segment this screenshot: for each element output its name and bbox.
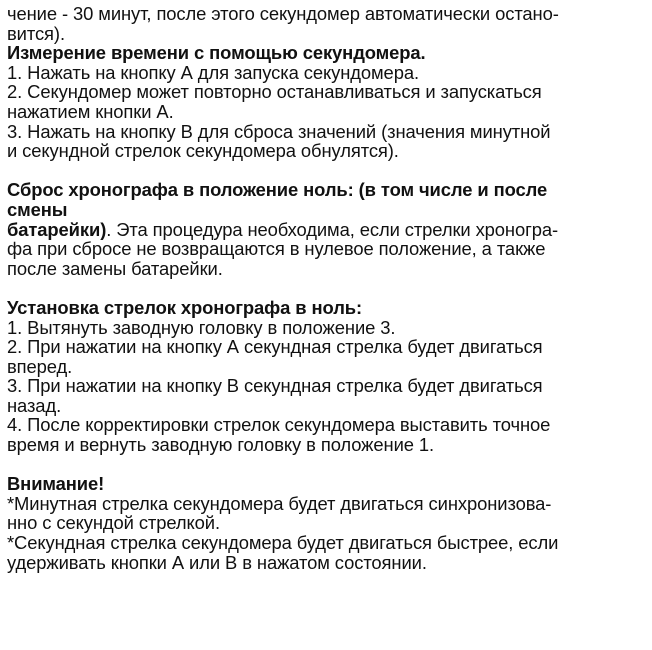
warning-heading: Внимание!	[7, 473, 105, 495]
warning-section	[7, 474, 647, 572]
section-gap	[7, 455, 647, 475]
warning-line: *Секундная стрелка секундомера будет двигаться быстрее, если	[7, 532, 559, 554]
reset-line: после замены батарейки.	[7, 257, 223, 279]
instruction-page	[7, 4, 647, 572]
reset-heading-line3	[7, 220, 647, 240]
stopwatch-line: 3. Нажать на кнопку В для сброса значений (значения минутной	[7, 120, 551, 142]
reset-heading-line1: Сброс хронографа в положение ноль: (в том числе и после	[7, 179, 548, 201]
stopwatch-line: нажатием кнопки А.	[7, 100, 174, 122]
reset-line: фа при сбросе не возвращаются в нулевое положение, а также	[7, 238, 546, 260]
intro-section	[7, 4, 647, 43]
hands-line: вперед.	[7, 355, 73, 377]
warning-line: удерживать кнопки А или В в нажатом состоянии.	[7, 551, 427, 573]
hands-line: 4. После корректировки стрелок секундомера выставить точное	[7, 414, 551, 436]
hands-heading: Установка стрелок хронографа в ноль:	[7, 296, 363, 318]
reset-heading-rest: . Эта процедура необходима, если стрелки хроногра-	[106, 218, 559, 240]
stopwatch-line: 1. Нажать на кнопку А для запуска секундомера.	[7, 61, 419, 83]
section-gap	[7, 161, 647, 181]
intro-line: чение - 30 минут, после этого секундомер автоматически остано-	[7, 3, 559, 24]
section-gap	[7, 278, 647, 298]
stopwatch-line: и секундной стрелок секундомера обнулятся).	[7, 140, 399, 162]
reset-heading-line2: смены	[7, 198, 68, 220]
stopwatch-line: 2. Секундомер может повторно останавливаться и запускаться	[7, 81, 542, 103]
hands-section	[7, 298, 647, 455]
warning-line: нно с секундой стрелкой.	[7, 512, 220, 534]
stopwatch-heading: Измерение времени с помощью секундомера.	[7, 42, 426, 64]
hands-line: 1. Вытянуть заводную головку в положение 3.	[7, 316, 396, 338]
stopwatch-section	[7, 43, 647, 161]
reset-heading-bold: батарейки)	[7, 218, 107, 240]
hands-line: 2. При нажатии на кнопку А секундная стрелка будет двигаться	[7, 336, 543, 358]
reset-section	[7, 180, 647, 278]
hands-line: время и вернуть заводную головку в положение 1.	[7, 434, 435, 456]
intro-line: вится).	[7, 22, 65, 44]
hands-line: назад.	[7, 394, 62, 416]
warning-line: *Минутная стрелка секундомера будет двигаться синхронизова-	[7, 492, 552, 514]
hands-line: 3. При нажатии на кнопку В секундная стрелка будет двигаться	[7, 375, 543, 397]
